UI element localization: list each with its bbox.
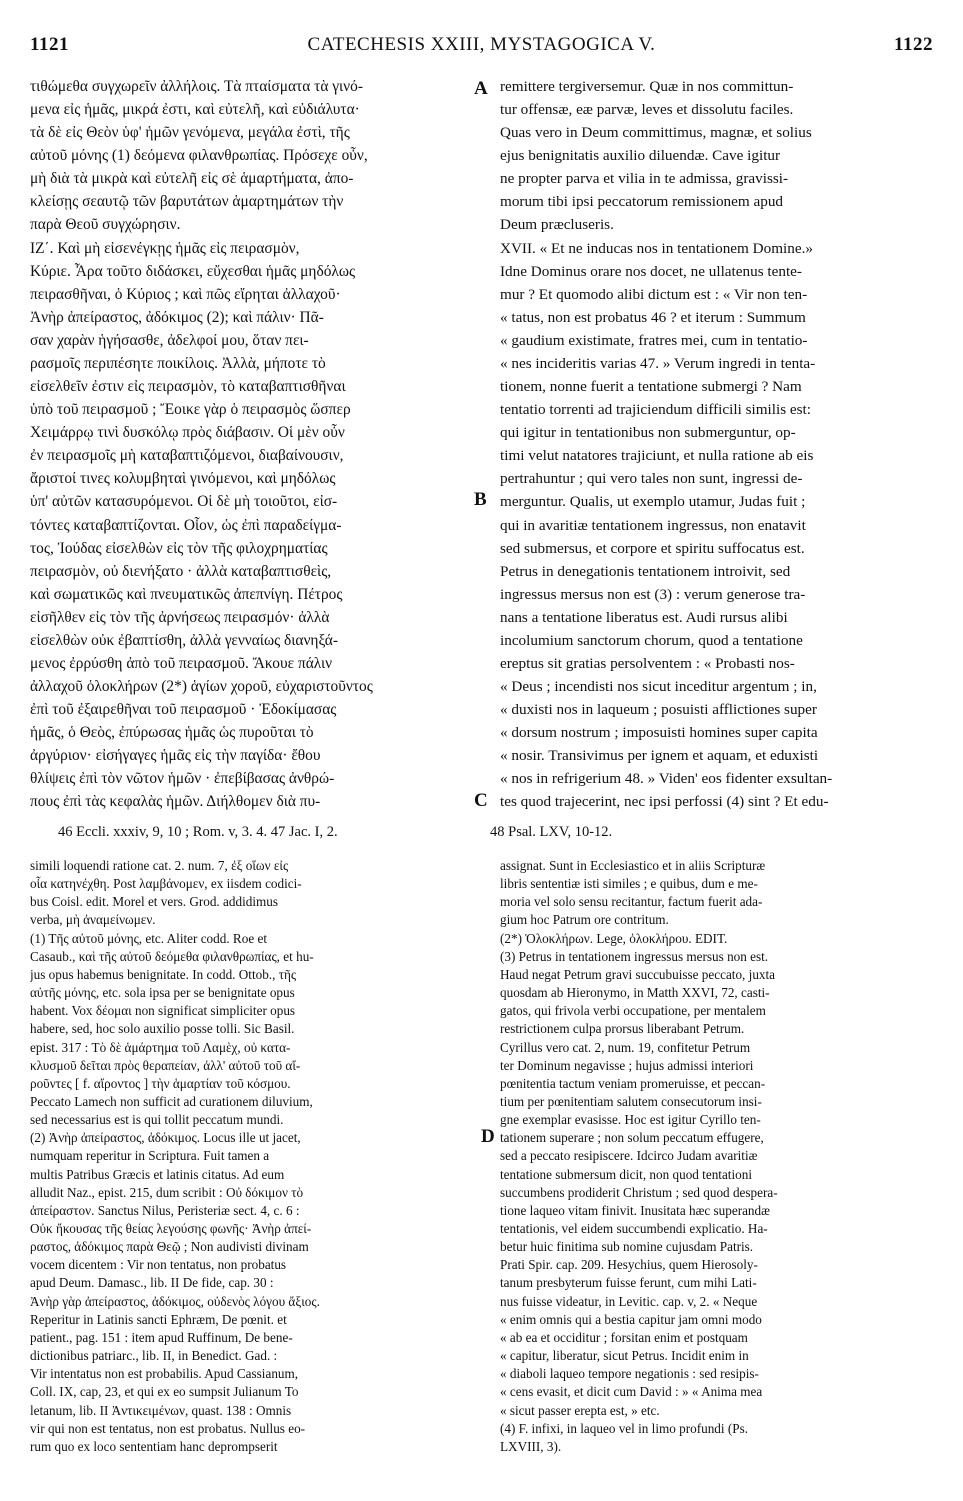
greek-text-line: ἄριστοί τινες κολυμβηταὶ γινόμενοι, καὶ μηδόλως bbox=[30, 470, 336, 488]
greek-text-line: καὶ σωματικῶς καὶ πνευματικῶς ἀπεπνίγη. Πέτρος bbox=[30, 585, 343, 603]
scripture-references-right: 48 Psal. LXV, 10-12. bbox=[490, 824, 613, 840]
footnote-line: libris sententiæ isti similes ; e quibus, dum e me- bbox=[500, 876, 758, 892]
greek-text-line: ὑπὸ τοῦ πειρασμοῦ ; Ἔοικε γὰρ ὁ πειρασμὸς ὥσπερ bbox=[30, 401, 351, 419]
greek-text-line: ἡμᾶς, ὁ Θεὸς, ἐπύρωσας ἡμᾶς ὡς πυροῦται τὸ bbox=[30, 724, 314, 742]
footnote-line: gne exemplar evasisse. Hoc est igitur Cyrillo ten- bbox=[500, 1112, 761, 1128]
footnote-line: bus Coisl. edit. Morel et vers. Grod. addidimus bbox=[30, 894, 278, 910]
greek-text-line: ἐν πειρασμοῖς μὴ καταβαπτιζόμενοι, διαβαίνουσιν, bbox=[30, 447, 344, 465]
greek-text-line: μενος ἐρρύσθη ἀπὸ τοῦ πειρασμοῦ. Ἄκουε πάλιν bbox=[30, 655, 333, 672]
greek-text-line: τὰ δὲ εἰς Θεὸν ὑφ' ἡμῶν γενόμενα, μεγάλα ἐστὶ, τῆς bbox=[30, 124, 350, 142]
footnote-line: nus fuisse videatur, in Levitic. cap. v, 2. « Neque bbox=[500, 1293, 758, 1309]
footnote-line: tanum presbyterum fuisse ferunt, cum mihi Lati- bbox=[500, 1275, 757, 1291]
latin-text-line: tes quod trajecerint, nec ipsi perfossi (4) sint ? Et edu- bbox=[500, 793, 829, 811]
footnote-line: tione laqueo vitam finivit. Inusitata hæc superandæ bbox=[500, 1202, 770, 1218]
footnote-line: apud Deum. Damasc., lib. II De fide, cap. 30 : bbox=[30, 1275, 274, 1291]
footnote-line: tentationis, vel eidem succumbendi explicatio. Ha- bbox=[500, 1221, 768, 1236]
latin-text-line: Petrus in denegationis tentationem introivit, sed bbox=[500, 562, 791, 580]
footnote-line: Οὐκ ἤκουσας τῆς θείας λεγούσης φωνῆς· Ἀνὴρ ἀπεί- bbox=[30, 1221, 312, 1236]
footnote-line: (4) F. infixi, in laqueo vel in limo profundi (Ps. bbox=[500, 1420, 749, 1436]
footnote-line: « enim omnis qui a bestia capitur jam omni modo bbox=[500, 1311, 762, 1327]
margin-marker-b: B bbox=[474, 489, 487, 510]
footnote-line: numquam reperitur in Scriptura. Fuit tamen a bbox=[30, 1148, 270, 1164]
footnote-line: (3) Petrus in tentationem ingressus mersus non est. bbox=[500, 948, 769, 964]
footnote-line: betur huic finitima sub nomine cujusdam Patris. bbox=[500, 1239, 754, 1255]
latin-text-line: « Deus ; incendisti nos sicut inceditur argentum ; in, bbox=[500, 678, 817, 696]
latin-text-line: qui in avaritiæ tentationem ingressus, non enatavit bbox=[500, 516, 806, 534]
greek-text-line: εἰσῆλθεν εἰς τὸν τῆς ἀρνήσεως πειρασμόν· ἀλλὰ bbox=[30, 608, 330, 626]
footnote-line: multis Patribus Græcis et latinis citatus. Ad eum bbox=[30, 1166, 285, 1182]
margin-marker-d: D bbox=[481, 1126, 495, 1147]
footnote-line: restrictionem culpa prorsus liberabant Petrum. bbox=[500, 1021, 745, 1037]
scripture-references-left: 46 Eccli. xxxiv, 9, 10 ; Rom. v, 3. 4. 47 Jac. I, 2. bbox=[58, 824, 338, 840]
margin-marker-c: C bbox=[474, 790, 488, 811]
greek-text-line: πους ἐπὶ τὰς κεφαλὰς ἡμῶν. Διήλθομεν διὰ πυ- bbox=[30, 793, 321, 811]
footnote-line: « ab ea et occiditur ; forsitan enim et postquam bbox=[500, 1329, 748, 1345]
latin-text-line: ejus benignitatis auxilio diluendæ. Cave igitur bbox=[500, 147, 781, 165]
greek-text-line: εἰσελθεῖν ἐστιν εἰς πειρασμὸν, τὸ καταβαπτισθῆναι bbox=[30, 378, 346, 396]
greek-text-line: πειρασθῆναι, ὁ Κύριος ; καὶ πῶς εἴρηται ἀλλαχοῦ· bbox=[30, 285, 341, 303]
greek-text-line: εἰσελθὼν οὐκ ἐβαπτίσθη, ἀλλὰ γενναίως διανηξά- bbox=[30, 631, 338, 649]
footnote-line: ἀπείραστον. Sanctus Nilus, Peristeriæ sect. 4, c. 6 : bbox=[30, 1202, 300, 1218]
greek-text-line: σαν χαρὰν ἡγήσασθε, ἀδελφοί μου, ὅταν πει- bbox=[30, 331, 309, 349]
greek-text-line: ἀλλαχοῦ ὁλοκλήρων (2*) ἁγίων χοροῦ, εὐχαριστοῦντος bbox=[30, 678, 373, 696]
latin-text-line: timi velut natatores trajiciunt, et nulla ratione ab eis bbox=[500, 447, 814, 465]
footnote-line: ter Dominum negavisse ; hujus admissi interiori bbox=[500, 1057, 754, 1073]
footnote-line: sed necessarius est is qui tollit peccatum mundi. bbox=[30, 1112, 284, 1128]
latin-text-line: Deum præcluseris. bbox=[500, 216, 614, 234]
greek-text-line: ὑπ' αὐτῶν κατασυρόμενοι. Οἱ δὲ μὴ τοιοῦτοι, εἰσ- bbox=[30, 493, 338, 511]
footnote-line: dictionibus patriarc., lib. II, in Benedict. Gad. : bbox=[30, 1348, 278, 1364]
footnote-line: tationem superare ; non solum peccatum effugere, bbox=[500, 1130, 764, 1146]
footnote-line: gium hoc Patrum ore contritum. bbox=[500, 912, 669, 928]
greek-text-line: κλείσῃς σεαυτῷ τῶν βαρυτάτων ἁμαρτημάτων τὴν bbox=[30, 193, 344, 211]
latin-text-line: merguntur. Qualis, ut exemplo utamur, Judas fuit ; bbox=[500, 493, 806, 511]
greek-text-line: ἀργύριον· εἰσήγαγες ἡμᾶς εἰς τὴν παγίδα· ἔθου bbox=[30, 747, 321, 765]
footnote-line: αὐτῆς μόνης, etc. sola ipsa per se benignitate opus bbox=[30, 985, 295, 1001]
footnote-line: (2*) Ὁλοκλήρων. Lege, ὁλοκλήρου. EDIT. bbox=[500, 930, 728, 946]
footnote-line: Reperitur in Latinis sancti Ephræm, De pœnit. et bbox=[30, 1311, 287, 1327]
footnote-line: « cens evasit, et dicit cum David : » « Anima mea bbox=[500, 1384, 763, 1400]
footnote-line: habent. Vox δέομαι non significat simpliciter opus bbox=[30, 1003, 296, 1019]
latin-text-line: « nosir. Transivimus per ignem et aquam, et eduxisti bbox=[500, 747, 819, 765]
footnote-line: « diaboli laqueo tempore negationis : sed resipis- bbox=[500, 1366, 759, 1382]
footnote-line: Haud negat Petrum gravi succubuisse peccato, juxta bbox=[500, 966, 776, 982]
greek-text-line: αὐτοῦ μόνης (1) δεόμενα φιλανθρωπίας. Πρόσεχε οὖν, bbox=[30, 147, 368, 165]
footnote-line: rum quo ex loco sententiam hanc deprompserit bbox=[30, 1438, 278, 1454]
greek-text-line: μὴ διὰ τὰ μικρὰ καὶ εὐτελῆ εἰς σὲ ἁμαρτήματα, ἀπο- bbox=[30, 170, 354, 188]
latin-text-line: pertrahuntur ; qui vero tales non sunt, ingressi de- bbox=[500, 470, 803, 488]
latin-text-line: tionem, nonne fuerit a tentatione submergi ? Nam bbox=[500, 378, 802, 396]
latin-text-line: sed submersus, et corpore et spiritu suffocatus est. bbox=[500, 539, 805, 557]
footnote-line: moria vel solo sensu recitantur, factum fuerit ada- bbox=[500, 894, 763, 910]
latin-text-line: « nos in refrigerium 48. » Viden' eos fidenter exsultan- bbox=[500, 770, 833, 788]
greek-text-line: μενα εἰς ἡμᾶς, μικρά ἐστι, καὶ εὐτελῆ, καὶ εὐδιάλυτα· bbox=[30, 101, 360, 119]
footnote-line: pœnitentia tactum veniam promeruisse, et peccan- bbox=[500, 1075, 766, 1091]
footnote-line: « capitur, liberatur, sicut Petrus. Incidit enim in bbox=[500, 1348, 749, 1364]
footnote-line: Ἀνὴρ γὰρ ἀπείραστος, ἀδόκιμος, οὐδενὸς λόγου ἄξιος. bbox=[30, 1293, 320, 1309]
footnote-line: assignat. Sunt in Ecclesiastico et in aliis Scripturæ bbox=[500, 858, 766, 873]
latin-text-line: morum tibi ipsi peccatorum remissionem apud bbox=[500, 193, 784, 211]
footnote-line: succumbens prodiderit Christum ; sed quod despera- bbox=[500, 1184, 778, 1200]
footnote-line: Prati Spir. cap. 209. Hesychius, quem Hierosoly- bbox=[500, 1257, 758, 1273]
latin-text-line: nans a tentatione liberatus est. Audi rursus alibi bbox=[500, 608, 788, 626]
page-header bbox=[30, 34, 933, 64]
latin-text-line: « dorsum nostrum ; imposuisti homines super capita bbox=[500, 724, 818, 742]
footnote-line: epist. 317 : Τὸ δὲ ἁμάρτημα τοῦ Λαμὲχ, οὐ κατα- bbox=[30, 1039, 291, 1055]
footnote-line: ραστος, ἀδόκιμος παρὰ Θεῷ ; Non audivisti divinam bbox=[30, 1239, 309, 1255]
greek-text-line: Χειμάρρῳ τινὶ δυσκόλῳ πρὸς διάβασιν. Οἱ μὲν οὖν bbox=[30, 424, 345, 442]
footnote-line: letanum, lib. II Ἀντικειμένων, quast. 138 : Omnis bbox=[30, 1402, 292, 1418]
footnote-line: verba, μὴ ἀναμείνωμεν. bbox=[30, 912, 156, 928]
latin-text-line: tur offensæ, eæ parvæ, leves et dissolutu faciles. bbox=[500, 101, 794, 119]
greek-text-line: τος, Ἰούδας εἰσελθὼν εἰς τὸν τῆς φιλοχρηματίας bbox=[30, 539, 328, 557]
latin-text-line: incolumium sanctorum chorum, quod a tentatione bbox=[500, 631, 803, 649]
footnote-line: quosdam ab Hieronymo, in Matth XXVI, 72, casti- bbox=[500, 985, 770, 1001]
latin-text-line: « nes incideritis varias 47. » Verum ingredi in tenta- bbox=[500, 354, 816, 372]
footnote-line: Coll. IX, cap, 23, et qui ex eo sumpsit Julianum To bbox=[30, 1384, 299, 1400]
footnote-line: habere, sed, hoc solo auxilio posse tolli. Sic Basil. bbox=[30, 1021, 295, 1037]
page-number-right: 1122 bbox=[894, 34, 933, 55]
greek-text-line: θλίψεις ἐπὶ τὸν νῶτον ἡμῶν · ἐπεβίβασας ἀνθρώ- bbox=[30, 770, 335, 788]
footnote-line: Peccato Lamech non sufficit ad curationem diluvium, bbox=[30, 1093, 313, 1109]
latin-text-line: tentatio torrenti ad trajiciendum difficili similis est: bbox=[500, 401, 811, 419]
greek-text-line: ἐπὶ τοῦ ἐξαιρεθῆναι τοῦ πειρασμοῦ · Ἐδοκίμασας bbox=[30, 701, 337, 719]
footnote-line: sed a peccato resipiscere. Idcirco Judam avaritiæ bbox=[500, 1148, 758, 1164]
footnote-line: Vir intentatus non est probabilis. Apud Cassianum, bbox=[30, 1366, 299, 1382]
footnote-line: tentatione submersum dicit, non quod tentationi bbox=[500, 1166, 752, 1182]
latin-text-line: qui igitur in tentationibus non submerguntur, op- bbox=[500, 424, 796, 442]
latin-text-line: XVII. « Et ne inducas nos in tentationem Domine.» bbox=[500, 239, 813, 257]
footnote-line: patient., pag. 151 : item apud Ruffinum, De bene- bbox=[30, 1329, 293, 1345]
greek-text-line: παρὰ Θεοῦ συγχώρησιν. bbox=[30, 216, 181, 234]
footnote-line: gatos, qui frivola verbi occupatione, per mentalem bbox=[500, 1003, 766, 1019]
footnote-line: vir qui non est tentatus, non est probatus. Nullus eo- bbox=[30, 1420, 306, 1436]
footnote-line: vocem dicentem : Vir non tentatus, non probatus bbox=[30, 1257, 287, 1273]
greek-text-line: τόντες καταβαπτίζονται. Οἷον, ὡς ἐπὶ παραδείγμα- bbox=[30, 516, 342, 534]
footnote-line: Casaub., καὶ τῆς αὐτοῦ δεόμεθα φιλανθρωπίας, et hu- bbox=[30, 948, 314, 964]
latin-text-line: ingressus mersus non est (3) : verum generose tra- bbox=[500, 585, 806, 603]
latin-text-line: Quas vero in Deum committimus, magnæ, et solius bbox=[500, 124, 812, 142]
greek-text-line: τιθώμεθα συγχωρεῖν ἀλλήλοις. Τὰ πταίσματα τὰ γινό- bbox=[30, 78, 363, 95]
greek-text-line: ΙΖ΄. Καὶ μὴ εἰσενέγκῃς ἡμᾶς εἰς πειρασμὸν, bbox=[30, 239, 300, 257]
footnote-line: οἷα κατηνέχθη. Post λαμβάνομεν, ex iisdem codici- bbox=[30, 876, 302, 892]
latin-text-line: remittere tergiversemur. Quæ in nos committun- bbox=[500, 78, 794, 95]
latin-text-line: « gaudium existimate, fratres mei, cum in tentatio- bbox=[500, 331, 808, 349]
latin-text-line: « duxisti nos in laqueum ; posuisti afflictiones super bbox=[500, 701, 817, 719]
running-title: CATECHESIS XXIII, MYSTAGOGICA V. bbox=[307, 34, 656, 55]
latin-text-line: mur ? Et quomodo alibi dictum est : « Vir non ten- bbox=[500, 285, 808, 303]
footnote-line: LXVIII, 3). bbox=[500, 1438, 562, 1454]
footnote-line: tium per pœnitentiam salutem consecutorum insi- bbox=[500, 1093, 762, 1109]
latin-text-line: Idne Dominus orare nos docet, ne ullatenus tente- bbox=[500, 262, 802, 280]
footnote-line: alludit Naz., epist. 215, dum scribit : Οὐ δόκιμον τὸ bbox=[30, 1184, 304, 1200]
greek-text-line: πειρασμὸν, οὐ διενήξατο · ἀλλὰ καταβαπτισθεὶς, bbox=[30, 562, 332, 580]
footnote-line: (2) Ἀνὴρ ἀπείραστος, ἀδόκιμος. Locus ille ut jacet, bbox=[30, 1130, 301, 1146]
footnote-line: jus opus habemus benignitate. In codd. Ottob., τῆς bbox=[30, 966, 297, 982]
latin-text-line: ne propter parva et vilia in te admissa, gravissi- bbox=[500, 170, 789, 188]
latin-text-line: ereptus sit gratias persolventem : « Probasti nos- bbox=[500, 655, 795, 672]
footnote-line: ροῦντες [ f. αἴροντος ] τὴν ἁμαρτίαν τοῦ κόσμου. bbox=[30, 1075, 291, 1091]
footnote-line: Cyrillus vero cat. 2, num. 19, confitetur Petrum bbox=[500, 1039, 751, 1055]
greek-text-line: Κύριε. Ἆρα τοῦτο διδάσκει, εὔχεσθαι ἡμᾶς μηδόλως bbox=[30, 262, 356, 280]
footnote-line: κλυσμοῦ δεῖται πρὸς θεραπείαν, ἀλλ' αὐτοῦ τοῦ αἴ- bbox=[30, 1057, 301, 1073]
greek-text-line: ρασμοῖς περιπέσητε ποικίλοις. Ἀλλὰ, μήποτε τὸ bbox=[30, 354, 326, 372]
latin-text-line: « tatus, non est probatus 46 ? et iterum : Summum bbox=[500, 308, 806, 326]
footnote-line: « sicut passer erepta est, » etc. bbox=[500, 1402, 660, 1418]
page-number-left: 1121 bbox=[30, 34, 69, 55]
footnote-line: (1) Τῆς αὐτοῦ μόνης, etc. Aliter codd. Roe et bbox=[30, 930, 267, 946]
margin-marker-a: A bbox=[474, 78, 488, 99]
greek-text-line: Ἀνὴρ ἀπείραστος, ἀδόκιμος (2); καὶ πάλιν· Πᾶ- bbox=[30, 308, 324, 326]
footnote-line: simili loquendi ratione cat. 2. num. 7, ἐξ οἵων εἰς bbox=[30, 858, 289, 873]
